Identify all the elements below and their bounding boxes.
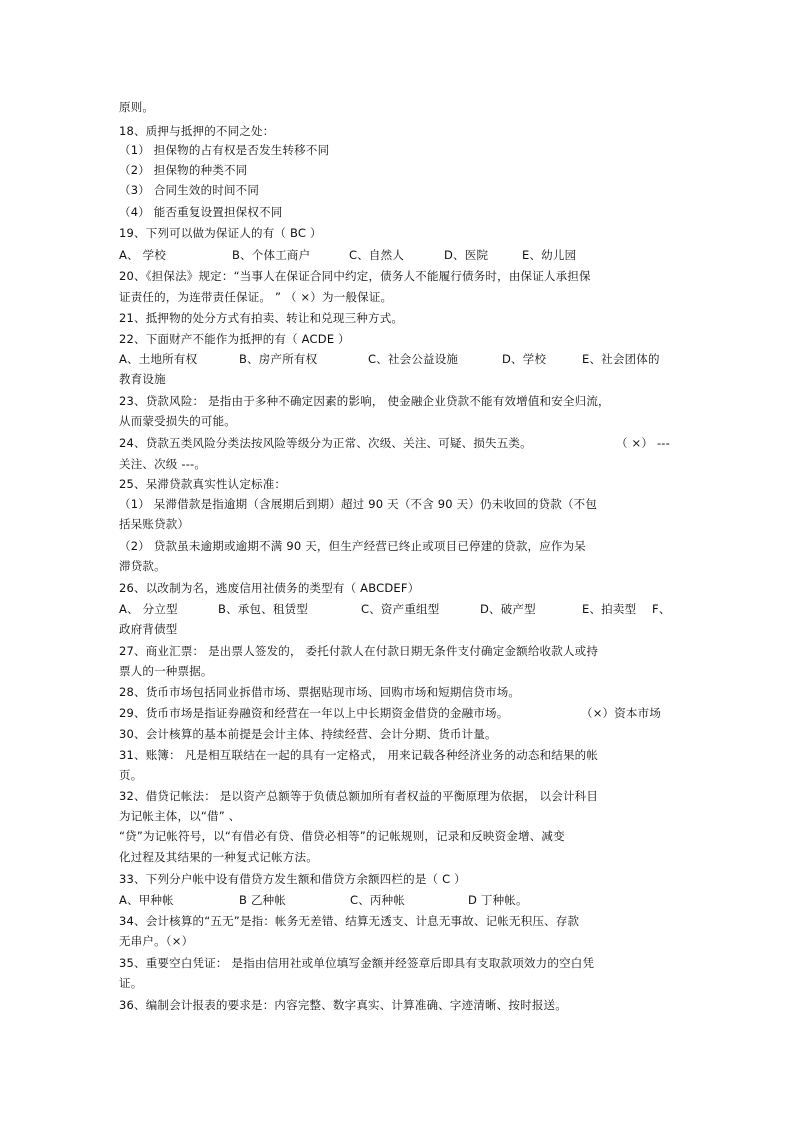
text-line: 证责任的，为连带责任保证。 ” （ ×）为一般保证。 xyxy=(119,290,393,304)
option-a: A、土地所有权 xyxy=(119,352,198,366)
answer-item: （3） 合同生效的时间不同 xyxy=(119,183,260,197)
option-c: C、自然人 xyxy=(349,248,405,262)
options-row xyxy=(119,352,679,366)
question-32: 32、借贷记帐法： 是以资产总额等于负债总额加所有者权益的平衡原理为依据， 以会计科目 xyxy=(119,789,599,803)
answer-item: （2） 担保物的种类不同 xyxy=(119,163,248,177)
options-row xyxy=(119,602,679,616)
option-b: B 乙种帐 xyxy=(239,893,287,907)
text-line: 滞贷款。 xyxy=(119,559,166,573)
question-21: 21、抵押物的处分方式有拍卖、转让和兑现三种方式。 xyxy=(119,311,404,325)
option-c: C、社会公益设施 xyxy=(368,352,459,366)
question-19: 19、下列可以做为保证人的有（ BC ） xyxy=(119,226,322,240)
options-row xyxy=(119,248,679,262)
question-24 xyxy=(119,436,679,450)
text-line: 政府背债型 xyxy=(119,622,178,636)
text-line: 从而蒙受损失的可能。 xyxy=(119,414,236,428)
answer-mark: （ ×） --- xyxy=(616,436,670,450)
text-line: 关注、次级 ---。 xyxy=(119,457,207,471)
answer-item: （4） 能否重复设置担保权不同 xyxy=(119,205,283,219)
text-line: 教育设施 xyxy=(119,372,166,386)
option-b: B、个体工商户 xyxy=(232,248,311,262)
question-18: 18、质押与抵押的不同之处： xyxy=(119,124,275,138)
question-35: 35、重要空白凭证： 是指由信用社或单位填写金额并经签章后即具有支取款项效力的空白凭 xyxy=(119,956,595,970)
option-e: E、幼儿园 xyxy=(522,248,577,262)
question-33: 33、下列分户帐中设有借贷方发生额和借贷方余额四栏的是（ C ） xyxy=(119,872,466,886)
option-c: C、资产重组型 xyxy=(361,602,440,616)
option-d: D、医院 xyxy=(444,248,489,262)
answer-item: （1） 呆滞借款是指逾期（含展期后到期）超过 90 天（不含 90 天）仍未收回的贷款（不包 xyxy=(119,497,598,511)
question-23: 23、贷款风险： 是指由于多种不确定因素的影响， 使金融企业贷款不能有效增值和安全归流， xyxy=(119,394,610,408)
text-line: 化过程及其结果的一种复式记帐方法。 xyxy=(119,850,318,864)
option-a: A、 分立型 xyxy=(119,602,178,616)
question-text: 29、货币市场是指证券融资和经营在一年以上中长期资金借贷的金融市场。 xyxy=(119,706,509,720)
option-d: D、学校 xyxy=(502,352,547,366)
question-31: 31、账簿： 凡是相互联结在一起的具有一定格式， 用来记载各种经济业务的动态和结果的帐 xyxy=(119,748,599,762)
option-b: B、承包、租赁型 xyxy=(218,602,308,616)
question-30: 30、会计核算的基本前提是会计主体、持续经营、会计分期、货币计量。 xyxy=(119,727,497,741)
options-row xyxy=(119,893,679,907)
question-28: 28、货币市场包括同业拆借市场、票据贴现市场、回购市场和短期信贷市场。 xyxy=(119,685,521,699)
text-line: “贷”为记帐符号，以“有借必有贷、借贷必相等”的记帐规则，记录和反映资金增、减变 xyxy=(119,829,565,843)
text-line: 票人的一种票据。 xyxy=(119,664,213,678)
question-34: 34、会计核算的“五无”是指：帐务无差错、结算无透支、计息无事故、记帐无积压、存款 xyxy=(119,914,580,928)
question-27: 27、商业汇票： 是出票人签发的， 委托付款人在付款日期无条件支付确定金额给收款人或持 xyxy=(119,644,599,658)
text-line: 原则。 xyxy=(119,100,155,114)
answer-mark: （×）资本市场 xyxy=(581,706,662,720)
option-e: E、社会团体的 xyxy=(582,352,660,366)
text-line: 页。 xyxy=(119,768,143,782)
option-a: A、甲种帐 xyxy=(119,893,174,907)
question-25: 25、呆滞贷款真实性认定标准： xyxy=(119,477,287,491)
option-d: D 丁种帐。 xyxy=(468,893,528,907)
question-36: 36、编制会计报表的要求是：内容完整、数字真实、计算准确、字迹清晰、按时报送。 xyxy=(119,998,567,1012)
question-20: 20、《担保法》规定：“当事人在保证合同中约定，债务人不能履行债务时，由保证人承担保 xyxy=(119,269,591,283)
text-line: 为记帐主体，以“借” 、 xyxy=(119,809,241,823)
text-line: 无串户。（×） xyxy=(119,934,194,948)
option-d: D、破产型 xyxy=(480,602,536,616)
answer-item: （2） 贷款虽未逾期或逾期不满 90 天，但生产经营已终止或项目已停建的贷款，应作为呆 xyxy=(119,539,587,553)
option-b: B、房产所有权 xyxy=(239,352,318,366)
text-line: 证。 xyxy=(119,976,143,990)
option-a: A、 学校 xyxy=(119,248,167,262)
text-line: 括呆账贷款） xyxy=(119,517,190,531)
option-e: E、拍卖型 xyxy=(582,602,637,616)
option-c: C、丙种帐 xyxy=(350,893,406,907)
question-29 xyxy=(119,706,679,720)
question-text: 24、贷款五类风险分类法按风险等级分为正常、次级、关注、可疑、损失五类。 xyxy=(119,436,532,450)
answer-item: （1） 担保物的占有权是否发生转移不同 xyxy=(119,143,330,157)
question-26: 26、以改制为名，逃废信用社债务的类型有（ ABCDEF） xyxy=(119,581,420,595)
question-22: 22、下面财产不能作为抵押的有（ ACDE ） xyxy=(119,332,350,346)
option-f: F、 xyxy=(652,602,671,616)
